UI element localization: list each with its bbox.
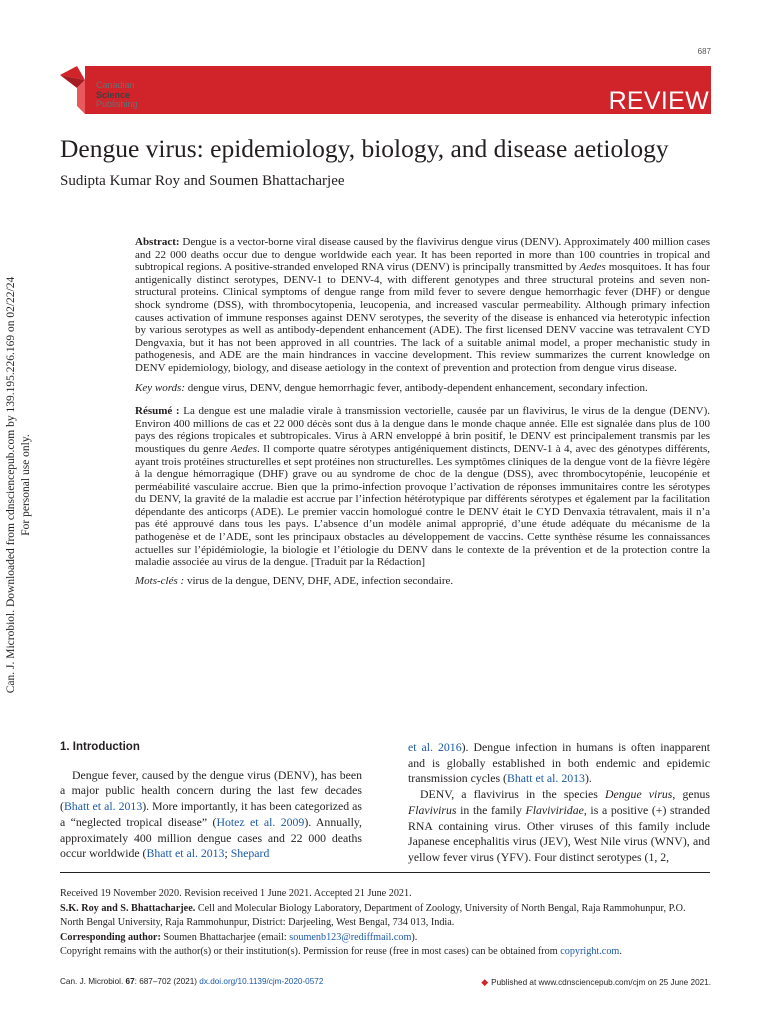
affiliation [60, 902, 710, 931]
intro-paragraph-2 [408, 787, 710, 866]
intro-paragraph-1-continued [408, 740, 710, 787]
abstract-en [135, 236, 710, 375]
publication-notice [481, 977, 711, 988]
article-type-label: REVIEW [608, 87, 709, 115]
citation-link[interactable]: Shepard [230, 846, 270, 861]
citation-link[interactable]: Bhatt et al. 2013 [146, 846, 225, 861]
body-column-right [408, 740, 710, 866]
copyright-end: . [619, 946, 622, 957]
text-run: , genus [672, 787, 710, 802]
citation-link[interactable]: et al. 2016 [408, 740, 462, 754]
text-run: DENV, a flavivirus in the species [420, 787, 605, 802]
text-run: , is a positive (+) stranded RNA containing virus. Other viruses of this family include Japanese encephalitis virus (JEV), West Nile virus (WNV), and yellow fever virus (YFV). Four distinct serotypes (1, 2, [408, 802, 710, 864]
page-number: 687 [697, 47, 711, 56]
text-run: Dengue is a vector-borne viral disease caused by the flavivirus dengue virus (DENV). Approximately 400 million cases and 22 000 deaths occur due to dengue worldwide each year. It has been reported in more than 100 countries in tropical and subtropical regions. A positive-stranded enveloped RNA virus (DENV) is principally transmitted by [135, 236, 710, 274]
keywords-label: Key words: [135, 381, 186, 394]
text-run: in the family [456, 802, 526, 817]
text-run: ). More importantly, it has been categorized as a “neglected tropical disease” ( [60, 799, 362, 829]
copyright-text: Copyright remains with the author(s) or their institution(s). Permission for reuse (free in most cases) can be obtained from [60, 946, 561, 957]
corresponding-label: Corresponding author: [60, 931, 161, 943]
italic-term: Flavivirus [408, 802, 457, 817]
citation-link[interactable]: Bhatt et al. 2013 [506, 771, 585, 786]
corresponding-text: Soumen Bhattacharjee (email: [160, 931, 290, 943]
received-dates: Received 19 November 2020. Revision received 1 June 2021. Accepted 21 June 2021. [60, 888, 412, 899]
doi-link[interactable]: dx.doi.org/10.1139/cjm-2020-0572 [199, 977, 324, 986]
abstract-block [135, 236, 710, 587]
italic-term: Flaviviridae [525, 802, 584, 817]
publisher-name-line2: Science [96, 89, 131, 100]
article-notes [60, 887, 710, 960]
resume-label: Résumé : [135, 405, 180, 418]
resume-text [135, 405, 710, 568]
email-link[interactable]: soumenb123@rediffmail.com [289, 931, 412, 943]
article-title: Dengue virus: epidemiology, biology, and disease aetiology [60, 134, 669, 163]
citation-link[interactable]: Hotez et al. 2009 [216, 814, 305, 829]
publisher-logo [60, 66, 190, 114]
keywords-text: dengue virus, DENV, dengue hemorrhagic fever, antibody-dependent enhancement, secondary infection. [185, 381, 648, 394]
journal-pages: : 687–702 (2021) [134, 977, 200, 986]
body-column-left [60, 740, 362, 862]
text-run: mosquitoes. It has four antigenically distinct serotypes, DENV-1 to DENV-4, with different genotypes and three structural proteins and seven non-structural proteins. Clinical symptoms of dengue range from mild fever to severe dengue hemorrhagic fever (DHF) or dengue shock syndrome (DSS), with thrombocytopenia, leucopenia, and increased vascular permeability. Although primary infection causes activation of immune responses against DENV serotypes, the severity of the disease is enhanced via heterotypic infection by various serotypes as well as antibody-dependent enhancement (ADE). The first licensed DENV vaccine was tetravalent CYD Dengvaxia, but it has not been approved in all countries. The lack of a suitable animal model, a proper mechanistic study in pathogenesis, and ADE are the main hindrances in vaccine development. This review summarizes the current knowledge on DENV epidemiology, biology, and disease aetiology in the context of prevention and protection from dengue virus disease. [135, 261, 710, 374]
journal-name: Can. J. Microbiol. [60, 977, 126, 986]
download-notice-line1: Can. J. Microbiol. Downloaded from cdnsciencepub.com by 139.195.226.169 on 02/22/24 [5, 276, 17, 694]
mots-cles [135, 575, 710, 588]
published-text: Published at www.cdnsciencepub.com/cjm on 25 June 2021. [491, 978, 711, 987]
footnote-divider [60, 872, 710, 873]
publisher-name [96, 81, 138, 110]
publisher-logo-icon [60, 66, 94, 114]
corresponding-end: ). [411, 931, 418, 943]
publisher-name-line3: Publishing [96, 99, 138, 110]
affiliation-text: Cell and Molecular Biology Laboratory, Department of Zoology, University of North Bengal, Raja Rammohunpur, P.O. North Bengal University, Raja Rammohunpur, District: Darjeeling, West Bengal, 734 013, India. [60, 902, 686, 928]
publisher-name-line1: Canadian [96, 80, 135, 90]
text-run: ). Dengue infection in humans is often inapparent and is globally established in both endemic and epidemic transmission cycles ( [408, 740, 710, 786]
text-run: ). Annually, approximately 400 million dengue cases and 22 000 deaths occur worldwide ( [60, 814, 363, 861]
text-run: ; [224, 846, 231, 861]
affiliation-label: S.K. Roy and S. Bhattacharjee. [60, 902, 196, 914]
italic-term: Dengue virus [605, 787, 673, 802]
journal-volume: 67 [125, 977, 135, 986]
publisher-mark-icon: ◆ [481, 977, 489, 987]
journal-citation [60, 977, 323, 986]
download-notice [4, 225, 48, 745]
corresponding-author [60, 931, 710, 946]
copyright-link[interactable]: copyright.com [560, 946, 620, 957]
text-run: ). [584, 771, 592, 786]
mots-cles-label: Mots-clés : [135, 574, 185, 587]
intro-paragraph-1 [60, 768, 362, 862]
download-notice-line2: For personal use only. [20, 434, 32, 536]
author-list: Sudipta Kumar Roy and Soumen Bhattacharjee [60, 173, 345, 189]
text-run: La dengue est une maladie virale à transmission vectorielle, causée par un flavivirus, le virus de la dengue (DENV). Environ 400 millions de cas et 22 000 décès sont dus à la dengue dans le monde chaque année. Elle est signalée dans plus de 100 pays des régions tropicales et subtropicales. Virus à ARN enveloppé à brin positif, le DENV est principalement transmis par les moustiques du genre [135, 405, 710, 455]
copyright-notice [60, 945, 710, 960]
mots-cles-text: virus de la dengue, DENV, DHF, ADE, infection secondaire. [184, 574, 454, 587]
section-heading-introduction: 1. Introduction [60, 741, 140, 753]
citation-link[interactable]: Bhatt et al. 2013 [63, 799, 143, 814]
abstract-fr [135, 405, 710, 569]
text-run: Dengue fever, caused by the dengue virus (DENV), has been a major public health concern during the last few decades ( [60, 767, 362, 814]
abstract-text [135, 236, 710, 374]
abstract-label: Abstract: [135, 236, 180, 248]
italic-term: Aedes [230, 442, 258, 455]
italic-term: Aedes [579, 261, 606, 274]
text-run: . Il comporte quatre sérotypes antigéniquement distincts, DENV-1 à 4, avec des génotypes différents, ayant trois protéines structurelles et sept protéines non structurelles. Les symptômes cliniques de la dengue vont de la fièvre légère à la dengue hémorragique (DHF) grave ou au syndrome de choc de la dengue (DSS), avec thrombocytopénie, leucopénie et perméabilité vasculaire accrue. Bien que la primo-infection provoque l’activation de réponses immunitaires contre les sérotypes du DENV, la gravité de la maladie est accrue par l’infection hétérotypique par différents sérotypes et également par la facilitation dépendante des anticorps (ADE). Le premier vaccin homologué contre le DENV était le CYD Denvaxia tétravalent, mais il n’a pas été approuvé dans tous les pays. L’absence d’un modèle animal approprié, d’une étude adéquate du mécanisme de la pathogenèse et de l’ADE, sont les principaux obstacles au développement de vaccins. Cette synthèse résume les connaissances actuelles sur l’épidémiologie, la biologie et l’étiologie du DENV dans le contexte de la prévention et de la protection contre la maladie associée au virus de la dengue. [Traduit par la Rédaction] [135, 442, 711, 569]
keywords [135, 382, 710, 395]
